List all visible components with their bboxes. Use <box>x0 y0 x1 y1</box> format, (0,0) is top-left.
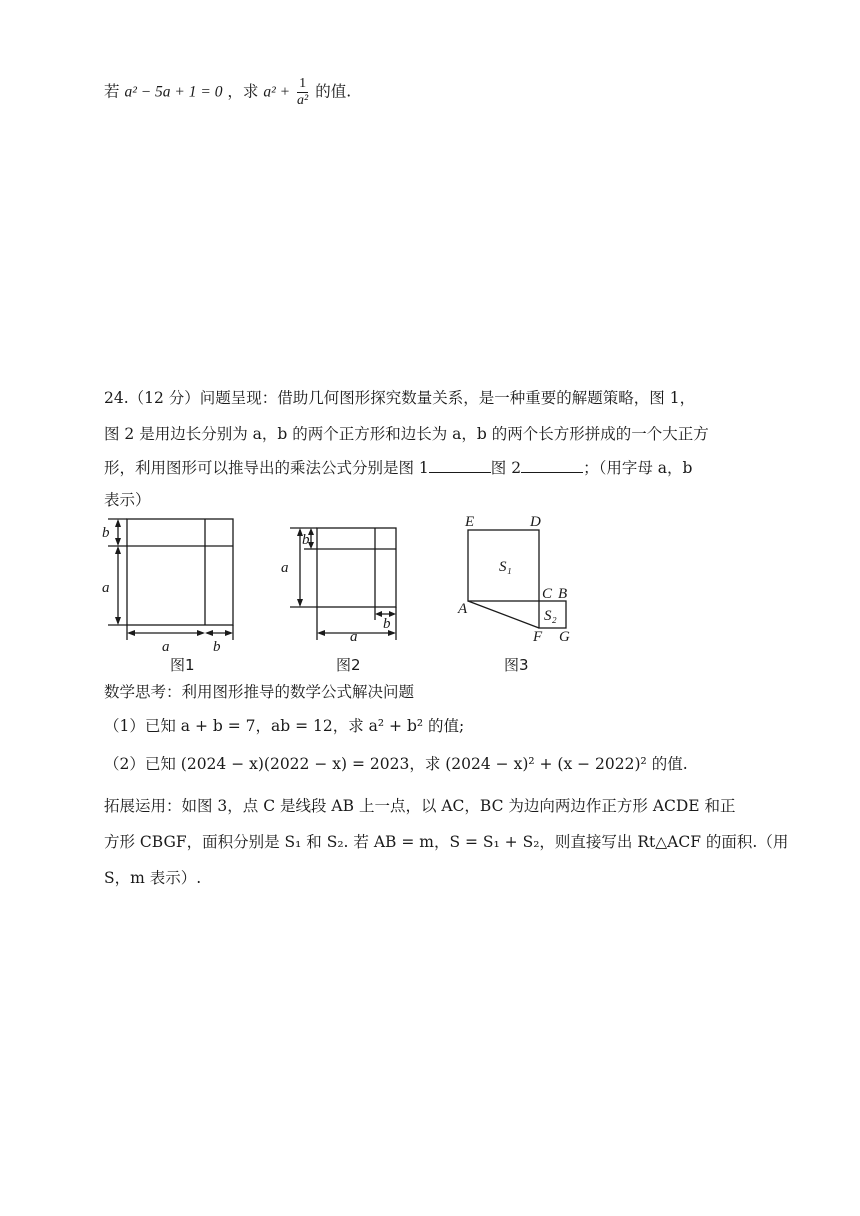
fig2-label-a-bottom: a <box>350 629 358 645</box>
q23-frac-num: 1 <box>297 76 308 93</box>
fig1-label-b-left: b <box>102 525 110 541</box>
q23-frac-den: a² <box>297 93 309 108</box>
fig1-label-a-left: a <box>102 580 110 596</box>
q24-part2: （2）已知 (2024 − x)(2022 − x) = 2023，求 (2024 − x)² + (x − 2022)² 的值. <box>104 755 688 773</box>
q24-ext-line2: 方形 CBGF，面积分别是 S₁ 和 S₂. 若 AB = m，S = S₁ + S₂，则直接写出 Rt△ACF 的面积.（用 <box>104 833 789 851</box>
q24-line3-b: 图 2 <box>490 459 522 477</box>
fig3-label-D: D <box>530 514 541 530</box>
fig1-label-a-bottom: a <box>162 639 170 655</box>
q24-line3-c: ；（用字母 a，b <box>583 459 693 477</box>
fig1-label-b-bottom: b <box>213 639 221 655</box>
q24-ext-line3: S，m 表示）. <box>104 869 202 887</box>
fig3-label-S2: S₂ <box>544 608 557 624</box>
q24-line4: 表示） <box>104 491 151 509</box>
q23-expr: a² + <box>263 83 291 101</box>
q24-part1: （1）已知 a + b = 7，ab = 12，求 a² + b² 的值; <box>104 717 465 735</box>
q24-line2: 图 2 是用边长分别为 a，b 的两个正方形和边长为 a，b 的两个长方形拼成的一个大正方 <box>104 425 709 443</box>
q24-think: 数学思考：利用图形推导的数学公式解决问题 <box>104 683 415 701</box>
fig3-label-A: A <box>458 601 468 617</box>
fig3-label-E: E <box>465 514 475 530</box>
fig2-label-b-left: b <box>302 532 310 548</box>
fig3-label-S1: S₁ <box>499 559 512 575</box>
q23-post: 的值. <box>315 82 352 101</box>
fig3-caption: 图3 <box>504 656 529 674</box>
fig3-label-C: C <box>542 586 553 602</box>
q23-equation: a² − 5a + 1 = 0 <box>124 83 223 101</box>
q24-line1: 24.（12 分）问题呈现：借助几何图形探究数量关系，是一种重要的解题策略，图 1， <box>104 389 696 407</box>
fig2-caption: 图2 <box>336 656 361 674</box>
fig1-caption: 图1 <box>170 656 195 674</box>
fig3-label-G: G <box>559 629 570 645</box>
q24-ext-line1: 拓展运用：如图 3，点 C 是线段 AB 上一点，以 AC，BC 为边向两边作正方形 ACDE 和正 <box>104 797 736 815</box>
fig2-label-a-left: a <box>281 560 289 576</box>
q23-mid: ，求 <box>227 82 259 101</box>
fig3-label-B: B <box>558 586 568 602</box>
fig2-label-b-bottom: b <box>383 616 391 632</box>
q24-line3-a: 形，利用图形可以推导出的乘法公式分别是图 1 <box>104 459 429 477</box>
q23-pre: 若 <box>104 82 120 101</box>
fig3-label-F: F <box>533 629 543 645</box>
